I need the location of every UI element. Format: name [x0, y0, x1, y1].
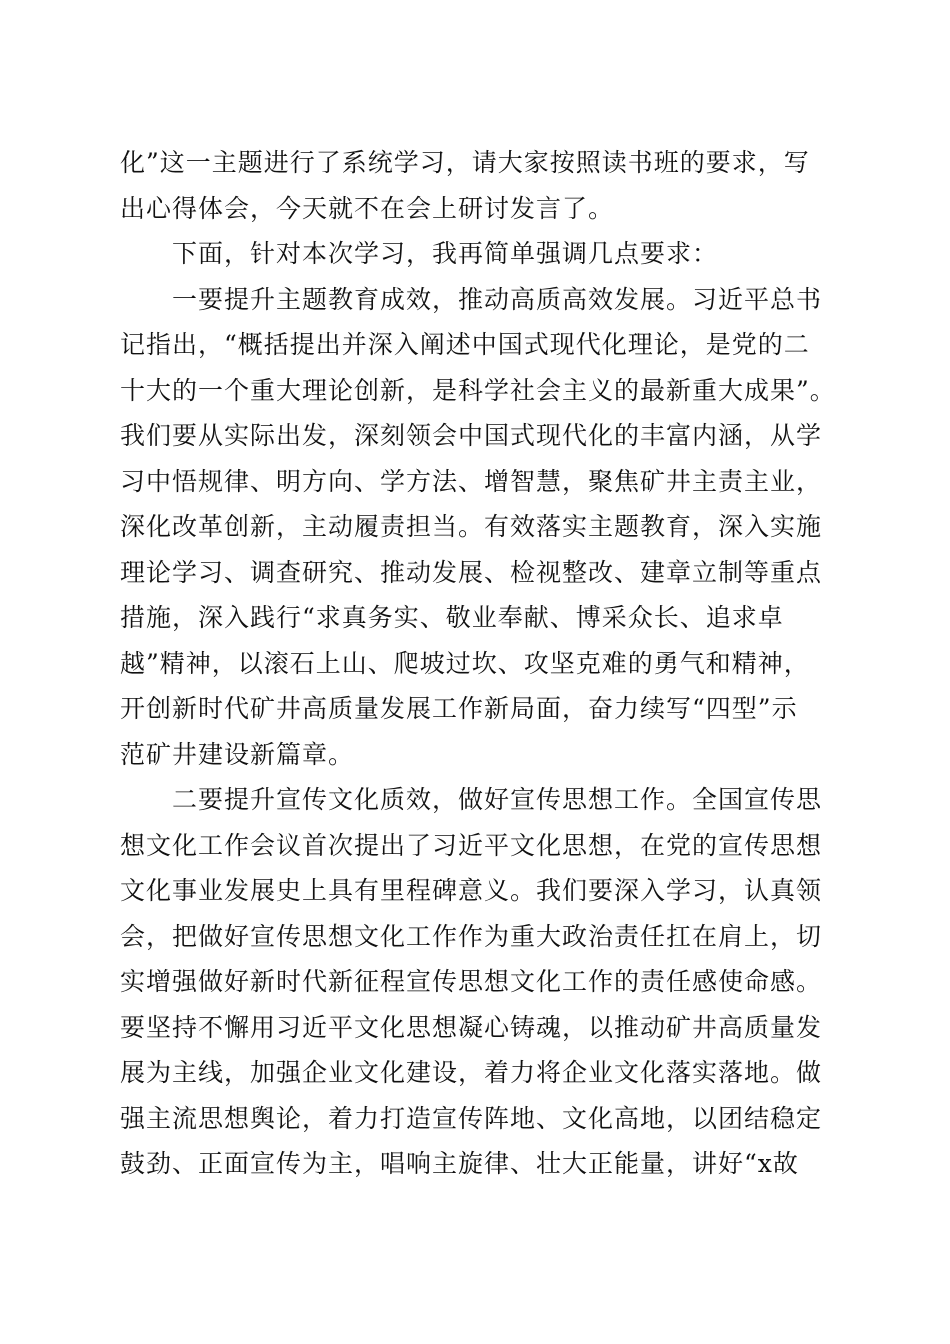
text-line: 会，把做好宣传思想文化工作作为重大政治责任扛在肩上，切 [120, 921, 823, 951]
text-line: 深化改革创新，主动履责担当。有效落实主题教育，深入实施 [120, 512, 823, 541]
text-line: 展为主线，加强企业文化建设，着力将企业文化落实落地。做 [120, 1058, 823, 1087]
body-text [120, 140, 840, 1187]
text-line: 措施，深入践行“求真务实、敬业奉献、博采众长、追求卓 [120, 603, 784, 632]
paragraph-start-line: 二要提升宣传文化质效，做好宣传思想工作。全国宣传思 [172, 785, 823, 814]
text-line: 我们要从实际出发，深刻领会中国式现代化的丰富内涵，从学 [120, 421, 823, 450]
text-line: 化”这一主题进行了系统学习，请大家按照读书班的要求，写 [120, 148, 810, 177]
text-line: 强主流思想舆论，着力打造宣传阵地、文化高地，以团结稳定 [120, 1103, 823, 1133]
text-line: 记指出，“概括提出并深入阐述中国式现代化理论，是党的二 [120, 330, 810, 359]
text-line: 出心得体会，今天就不在会上研讨发言了。 [120, 193, 615, 223]
text-line: 要坚持不懈用习近平文化思想凝心铸魂，以推动矿井高质量发 [120, 1012, 823, 1042]
text-line: 文化事业发展史上具有里程碑意义。我们要深入学习，认真领 [120, 876, 823, 905]
text-line: 理论学习、调查研究、推动发展、检视整改、建章立制等重点 [120, 557, 823, 587]
paragraph-start-line: 下面，针对本次学习，我再简单强调几点要求： [172, 239, 719, 268]
text-line: 越”精神，以滚石上山、爬坡过坎、攻坚克难的勇气和精神， [120, 648, 810, 678]
text-line: 开创新时代矿井高质量发展工作新局面，奋力续写“四型”示 [120, 694, 798, 723]
text-line: 习中悟规律、明方向、学方法、增智慧，聚焦矿井主责主业， [120, 466, 823, 496]
text-line: 范矿井建设新篇章。 [120, 739, 355, 769]
text-line: 鼓劲、正面宣传为主，唱响主旋律、壮大正能量，讲好“x故 [120, 1149, 799, 1178]
text-line: 想文化工作会议首次提出了习近平文化思想，在党的宣传思想 [120, 830, 823, 860]
text-line: 十大的一个重大理论创新，是科学社会主义的最新重大成果”。 [120, 375, 836, 405]
paragraph-start-line: 一要提升主题教育成效，推动高质高效发展。习近平总书 [172, 284, 823, 314]
text-line: 实增强做好新时代新征程宣传思想文化工作的责任感使命感。 [120, 967, 823, 996]
